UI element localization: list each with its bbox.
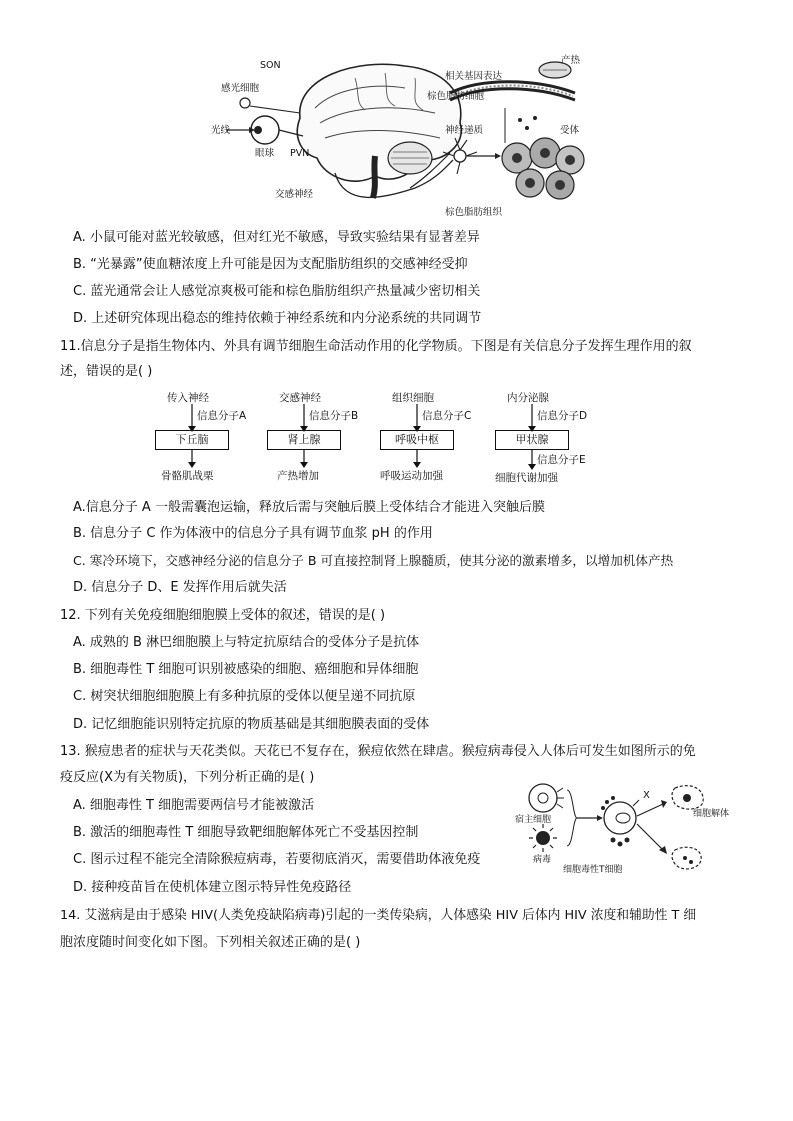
q11-stem-line2: 述，错误的是( ) bbox=[60, 364, 153, 379]
q12-option-d: D. 记忆细胞能识别特定抗原的物质基础是其细胞膜表面的受体 bbox=[73, 717, 430, 732]
q11-col-b bbox=[257, 390, 372, 490]
q12-stem: 12. 下列有关免疫细胞细胞膜上受体的叙述，错误的是( ) bbox=[60, 608, 386, 623]
q11-col-b-arrows bbox=[297, 402, 311, 482]
q13-option-a: A. 细胞毒性 T 细胞需要两信号才能被激活 bbox=[73, 798, 315, 813]
q10-option-d: D. 上述研究体现出稳态的维持依赖于神经系统和内分泌系统的共同调节 bbox=[73, 311, 482, 326]
q13-option-c: C. 图示过程不能完全清除猴痘病毒，若要彻底消灭，需要借助体液免疫 bbox=[73, 852, 481, 867]
q11-col-a-signal: 信息分子A bbox=[197, 410, 247, 422]
q14-stem-line1: 14. 艾滋病是由于感染 HIV(人类免疫缺陷病毒)引起的一类传染病，人体感染 HIV 后体内 HIV 浓度和辅助性 T 细 bbox=[60, 908, 697, 923]
q12-option-a: A. 成熟的 B 淋巴细胞膜上与特定抗原结合的受体分子是抗体 bbox=[73, 635, 420, 650]
q11-option-d: D. 信息分子 D、E 发挥作用后就失活 bbox=[73, 580, 287, 595]
label-brown-tissue: 棕色脂肪组织 bbox=[445, 207, 503, 218]
q13-label-x: X bbox=[643, 790, 650, 801]
q13-label-virus: 病毒 bbox=[533, 855, 552, 865]
q13-option-d: D. 接种疫苗旨在使机体建立图示特异性免疫路径 bbox=[73, 880, 352, 895]
q13-immune-figure bbox=[515, 778, 745, 878]
brown-fat-tissue-cluster bbox=[502, 138, 584, 199]
label-pvn: PVN bbox=[290, 148, 310, 159]
q12-option-c: C. 树突状细胞细胞膜上有多种抗原的受体以便呈递不同抗原 bbox=[73, 689, 416, 704]
q11-box-d: 甲状腺 bbox=[495, 430, 569, 450]
label-gene-expression: 相关基因表达 bbox=[445, 71, 503, 82]
q13-label-host-cell: 宿主细胞 bbox=[515, 815, 552, 825]
label-son: SON bbox=[260, 60, 281, 71]
label-photoreceptor: 感光细胞 bbox=[221, 83, 260, 94]
q11-option-a: A.信息分子 A 一般需囊泡运输，释放后需与突触后膜上受体结合才能进入突触后膜 bbox=[73, 500, 545, 515]
q13-stem-line2: 疫反应(X为有关物质)，下列分析正确的是( ) bbox=[60, 770, 315, 785]
brain-shape bbox=[297, 64, 461, 181]
q11-col-b-result: 产热增加 bbox=[277, 470, 319, 482]
label-eyeball: 眼球 bbox=[255, 148, 275, 159]
q11-col-c-top: 组织细胞 bbox=[392, 392, 434, 404]
q11-col-c-result: 呼吸运动加强 bbox=[380, 470, 443, 482]
q11-box-c: 呼吸中枢 bbox=[380, 430, 454, 450]
q11-option-c: C. 寒冷环境下，交感神经分泌的信息分子 B 可直接控制肾上腺髓质，使其分泌的激素增多，以增加机体产热 bbox=[73, 553, 674, 568]
q11-col-a-result: 骨骼肌战栗 bbox=[161, 470, 214, 482]
q11-box-b: 肾上腺 bbox=[267, 430, 341, 450]
label-heat: 产热 bbox=[561, 55, 581, 66]
q13-stem-line1: 13. 猴痘患者的症状与天花类似。天花已不复存在，猴痘依然在肆虐。猴痘病毒侵入人体后可发生如图所示的免 bbox=[60, 744, 696, 759]
q11-col-b-signal: 信息分子B bbox=[309, 410, 359, 422]
q11-col-d-result: 细胞代谢加强 bbox=[495, 472, 558, 484]
q11-col-c-arrows bbox=[410, 402, 424, 482]
q11-stem-line1: 11.信息分子是指生物体内、外具有调节细胞生命活动作用的化学物质。下图是有关信息分子发挥生理作用的叙 bbox=[60, 339, 692, 354]
q11-col-d-signal2: 信息分子E bbox=[537, 454, 586, 466]
q11-col-d-arrows bbox=[525, 402, 539, 482]
q11-col-a-arrows bbox=[185, 402, 199, 482]
q11-col-d-signal: 信息分子D bbox=[537, 410, 588, 422]
label-sympathetic: 交感神经 bbox=[275, 189, 314, 200]
q13-label-lysis: 细胞解体 bbox=[693, 809, 730, 819]
q14-stem-line2: 胞浓度随时间变化如下图。下列相关叙述正确的是( ) bbox=[60, 935, 361, 950]
label-transmitter: 神经递质 bbox=[445, 125, 484, 136]
label-brown-cell: 棕色脂肪细胞 bbox=[427, 91, 485, 102]
q11-col-a bbox=[145, 390, 260, 490]
q11-col-c bbox=[370, 390, 485, 490]
figure-light-brown-fat bbox=[205, 48, 585, 218]
neuron-body bbox=[454, 150, 466, 162]
q13-option-b: B. 激活的细胞毒性 T 细胞导致靶细胞解体死亡不受基因控制 bbox=[73, 825, 419, 840]
label-receptor: 受体 bbox=[560, 125, 580, 136]
q10-option-a: A. 小鼠可能对蓝光较敏感，但对红光不敏感，导致实验结果有显著差异 bbox=[73, 230, 480, 245]
brain-eye-fat-illustration bbox=[205, 48, 585, 218]
q11-option-b: B. 信息分子 C 作为体液中的信息分子具有调节血浆 pH 的作用 bbox=[73, 526, 433, 541]
q12-option-b: B. 细胞毒性 T 细胞可识别被感染的细胞、癌细胞和异体细胞 bbox=[73, 662, 419, 677]
q10-option-c: C. 蓝光通常会让人感觉凉爽极可能和棕色脂肪组织产热量减少密切相关 bbox=[73, 284, 481, 299]
q11-signal-diagram bbox=[145, 390, 605, 490]
q11-col-c-signal: 信息分子C bbox=[422, 410, 472, 422]
q13-label-ctl: 细胞毒性T细胞 bbox=[563, 865, 623, 875]
virus-shape bbox=[536, 831, 550, 845]
q11-col-a-top: 传入神经 bbox=[167, 392, 209, 404]
q11-box-a: 下丘脑 bbox=[155, 430, 229, 450]
label-light: 光线 bbox=[211, 125, 231, 136]
q11-col-d-top: 内分泌腺 bbox=[507, 392, 549, 404]
q11-col-b-top: 交感神经 bbox=[279, 392, 321, 404]
q11-col-d bbox=[485, 390, 605, 490]
q10-option-b: B. “光暴露”使血糖浓度上升可能是因为支配脂肪组织的交感神经受抑 bbox=[73, 257, 468, 272]
